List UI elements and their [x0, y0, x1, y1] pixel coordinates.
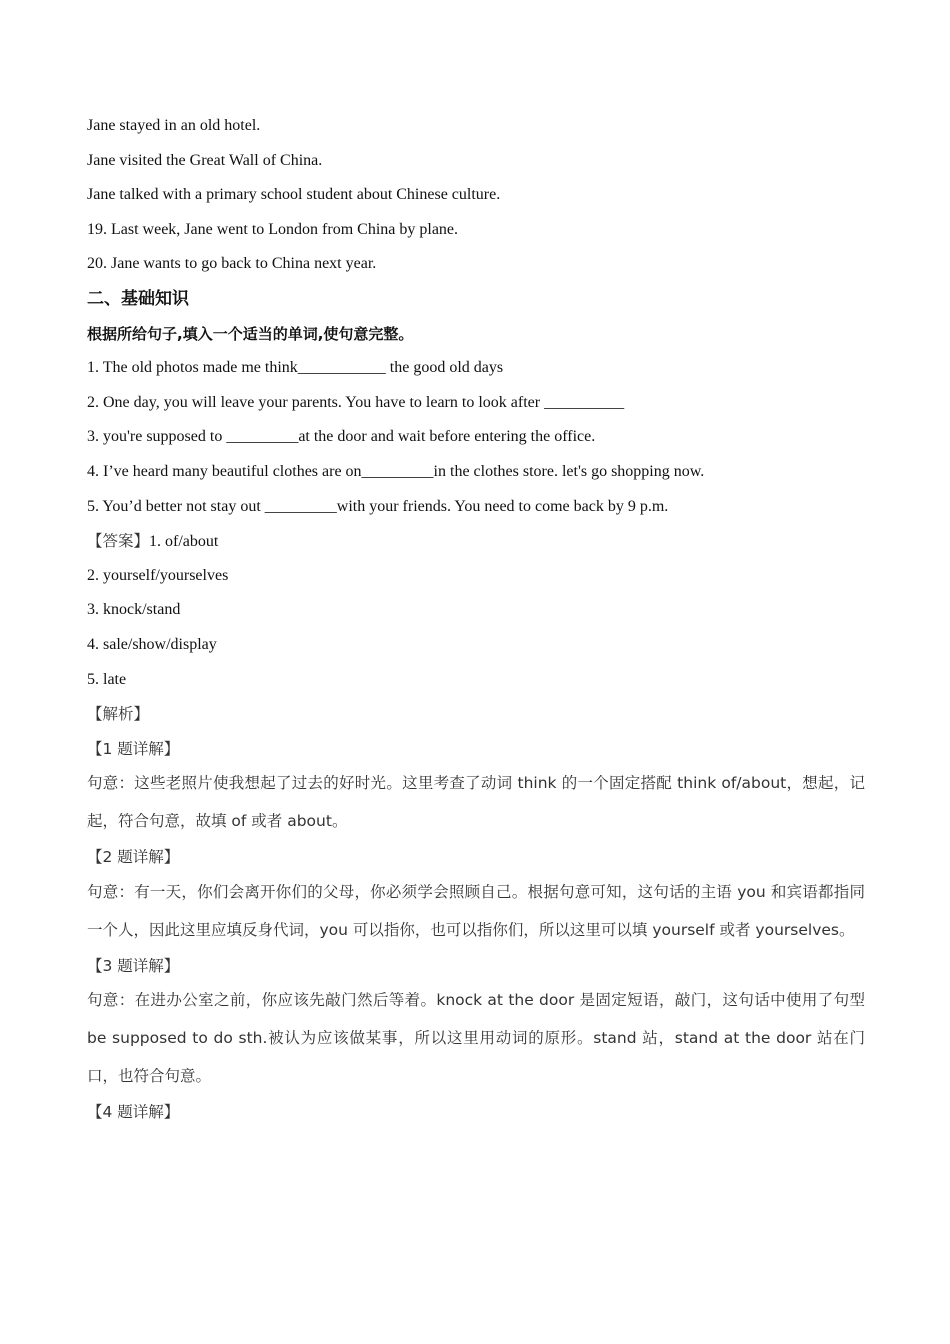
answer-3: 3. knock/stand [87, 601, 181, 619]
detail-title-4: 【4 题详解】 [87, 1103, 180, 1122]
detail-title-2: 【2 题详解】 [87, 848, 180, 867]
answer-line [87, 528, 865, 563]
reading-line: 20. Jane wants to go back to China next year. [87, 255, 377, 273]
answer-1: 1. of/about [149, 533, 219, 551]
question-2: 2. One day, you will leave your parents. You have to learn to look after __________ [87, 393, 625, 411]
analysis-line [87, 701, 865, 736]
detail-text-3: 句意：在进办公室之前，你应该先敲门然后等着。knock at the door 是固定短语，敲门，这句话中使用了句型 be supposed to do sth.被认为应该做某事，所以这里用动词的原形。stand 站，stand at the door 站在门口，也符合句意。 [87, 991, 865, 1086]
reading-line: Jane stayed in an old hotel. [87, 117, 261, 134]
analysis-tag: 【解析】 [87, 705, 150, 724]
detail-title-1: 【1 题详解】 [87, 739, 180, 758]
section-instruction: 根据所给句子,填入一个适当的单词,使句意完整。 [87, 324, 414, 343]
section-heading: 二、基础知识 [87, 288, 189, 309]
question-5: 5. You’d better not stay out _________with your friends. You need to come back by 9 p.m. [87, 497, 669, 515]
detail-block-3 [87, 981, 865, 1095]
detail-text-2: 句意：有一天，你们会离开你们的父母，你必须学会照顾自己。根据句意可知，这句话的主语 you 和宾语都指同一个人，因此这里应填反身代词，you 可以指你，也可以指你们，所以这里可以填 yourself 或者 yourselves。 [87, 882, 865, 939]
answer-4: 4. sale/show/display [87, 635, 217, 653]
reading-line: Jane visited the Great Wall of China. [87, 151, 323, 169]
document-content [87, 113, 865, 1134]
detail-title-3: 【3 题详解】 [87, 956, 180, 975]
reading-line: 19. Last week, Jane went to London from China by plane. [87, 220, 459, 238]
reading-line: Jane talked with a primary school student about Chinese culture. [87, 186, 501, 204]
detail-block-2 [87, 873, 865, 949]
detail-text-1: 句意：这些老照片使我想起了过去的好时光。这里考查了动词 think 的一个固定搭配 think of/about，想起，记起，符合句意，故填 of 或者 about。 [87, 774, 865, 831]
question-4: 4. I’ve heard many beautiful clothes are on_________in the clothes store. let's go shopping now. [87, 462, 705, 480]
answer-5: 5. late [87, 670, 127, 688]
question-3: 3. you're supposed to _________at the door and wait before entering the office. [87, 428, 596, 446]
answer-2: 2. yourself/yourselves [87, 566, 229, 584]
answer-tag: 【答案】 [87, 532, 150, 551]
detail-block-1 [87, 764, 865, 840]
question-1: 1. The old photos made me think___________ the good old days [87, 359, 504, 377]
